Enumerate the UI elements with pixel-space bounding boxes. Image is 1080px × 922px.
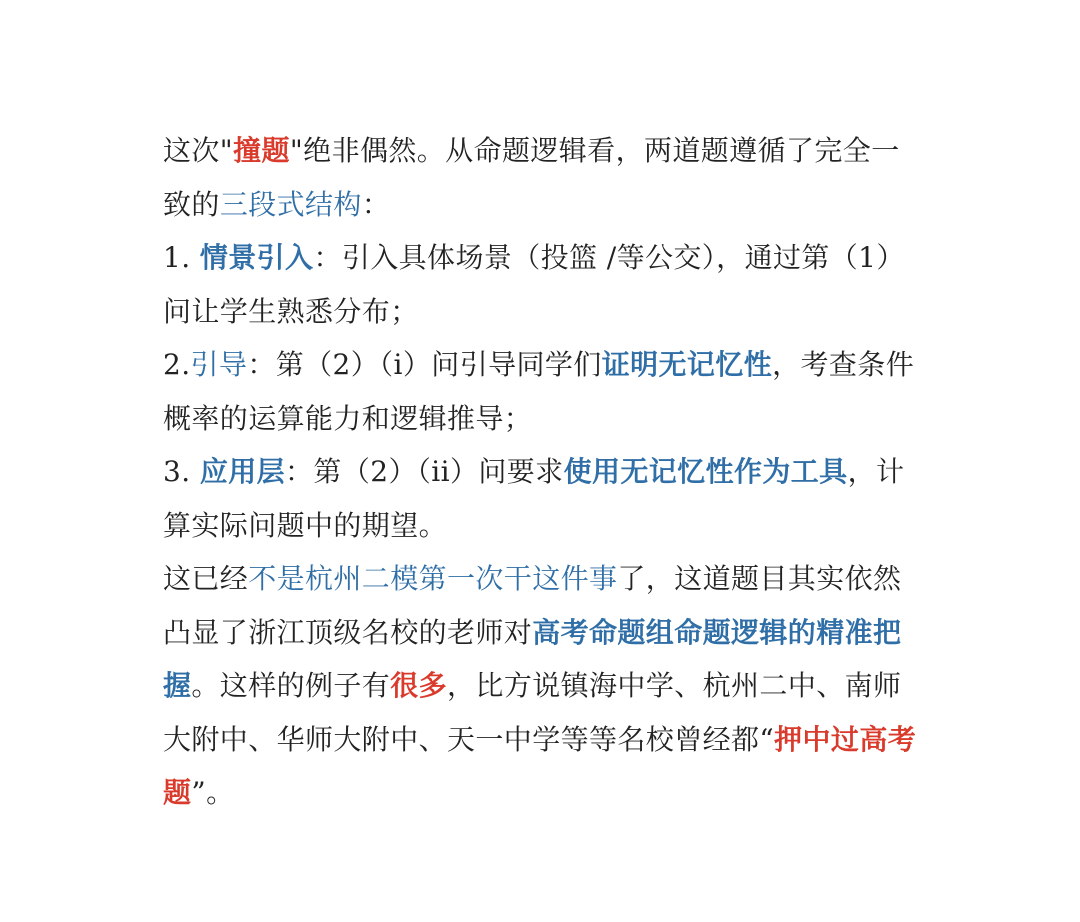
highlight-red: 很多 <box>390 669 448 702</box>
text-segment: 1. <box>163 241 200 274</box>
paragraph-intro <box>163 124 923 231</box>
highlight-red: 撞题 <box>233 134 290 167</box>
text-segment: ，计算实际问题中的期望。 <box>163 455 905 542</box>
highlight-blue: 使用无记忆性作为工具 <box>563 455 848 488</box>
highlight-blue: 引导 <box>190 348 248 381</box>
highlight-blue: 高考命题组命题逻辑的精准把握 <box>163 615 902 702</box>
paragraph-step-3 <box>163 445 923 552</box>
text-segment: 。这样的例子有 <box>191 669 391 702</box>
text-segment: 2. <box>163 348 191 381</box>
highlight-blue: 三段式结构 <box>219 187 362 221</box>
highlight-blue: 证明无记忆性 <box>601 348 773 381</box>
text-segment: 3. <box>163 455 200 488</box>
text-segment: 这已经 <box>163 562 249 595</box>
paragraph-step-2 <box>163 338 923 445</box>
paragraph-step-1 <box>163 231 923 338</box>
text-segment: ：第（2）（i）问引导同学们 <box>247 348 602 381</box>
paragraph-conclusion <box>163 552 923 820</box>
text-segment: ： <box>361 187 391 221</box>
text-segment: ：引入具体场景（投篮 /等公交），通过第（1）问让学生熟悉分布； <box>163 241 905 328</box>
highlight-blue: 应用层 <box>199 455 286 488</box>
text-segment: ：第（2）（ii）问要求 <box>285 455 564 488</box>
text-segment: ，比方说镇海中学、杭州二中、南师大附中、华师大附中、天一中学等等名校曾经都“ <box>163 669 902 756</box>
text-segment: 了，这道题目其实依然凸显了浙江顶级名校的老师对 <box>163 562 902 649</box>
text-segment: "绝非偶然。从命题逻辑看，两道题遵循了完全一致的 <box>163 134 900 221</box>
text-segment: 这次" <box>163 134 234 167</box>
article-body <box>163 124 923 820</box>
highlight-blue: 情景引入 <box>199 241 314 274</box>
text-segment: ”。 <box>191 776 235 809</box>
highlight-red: 押中过高考题 <box>163 722 917 809</box>
text-segment: ，考查条件概率的运算能力和逻辑推导； <box>163 348 915 435</box>
highlight-blue: 不是杭州二模第一次干这件事 <box>248 562 618 595</box>
